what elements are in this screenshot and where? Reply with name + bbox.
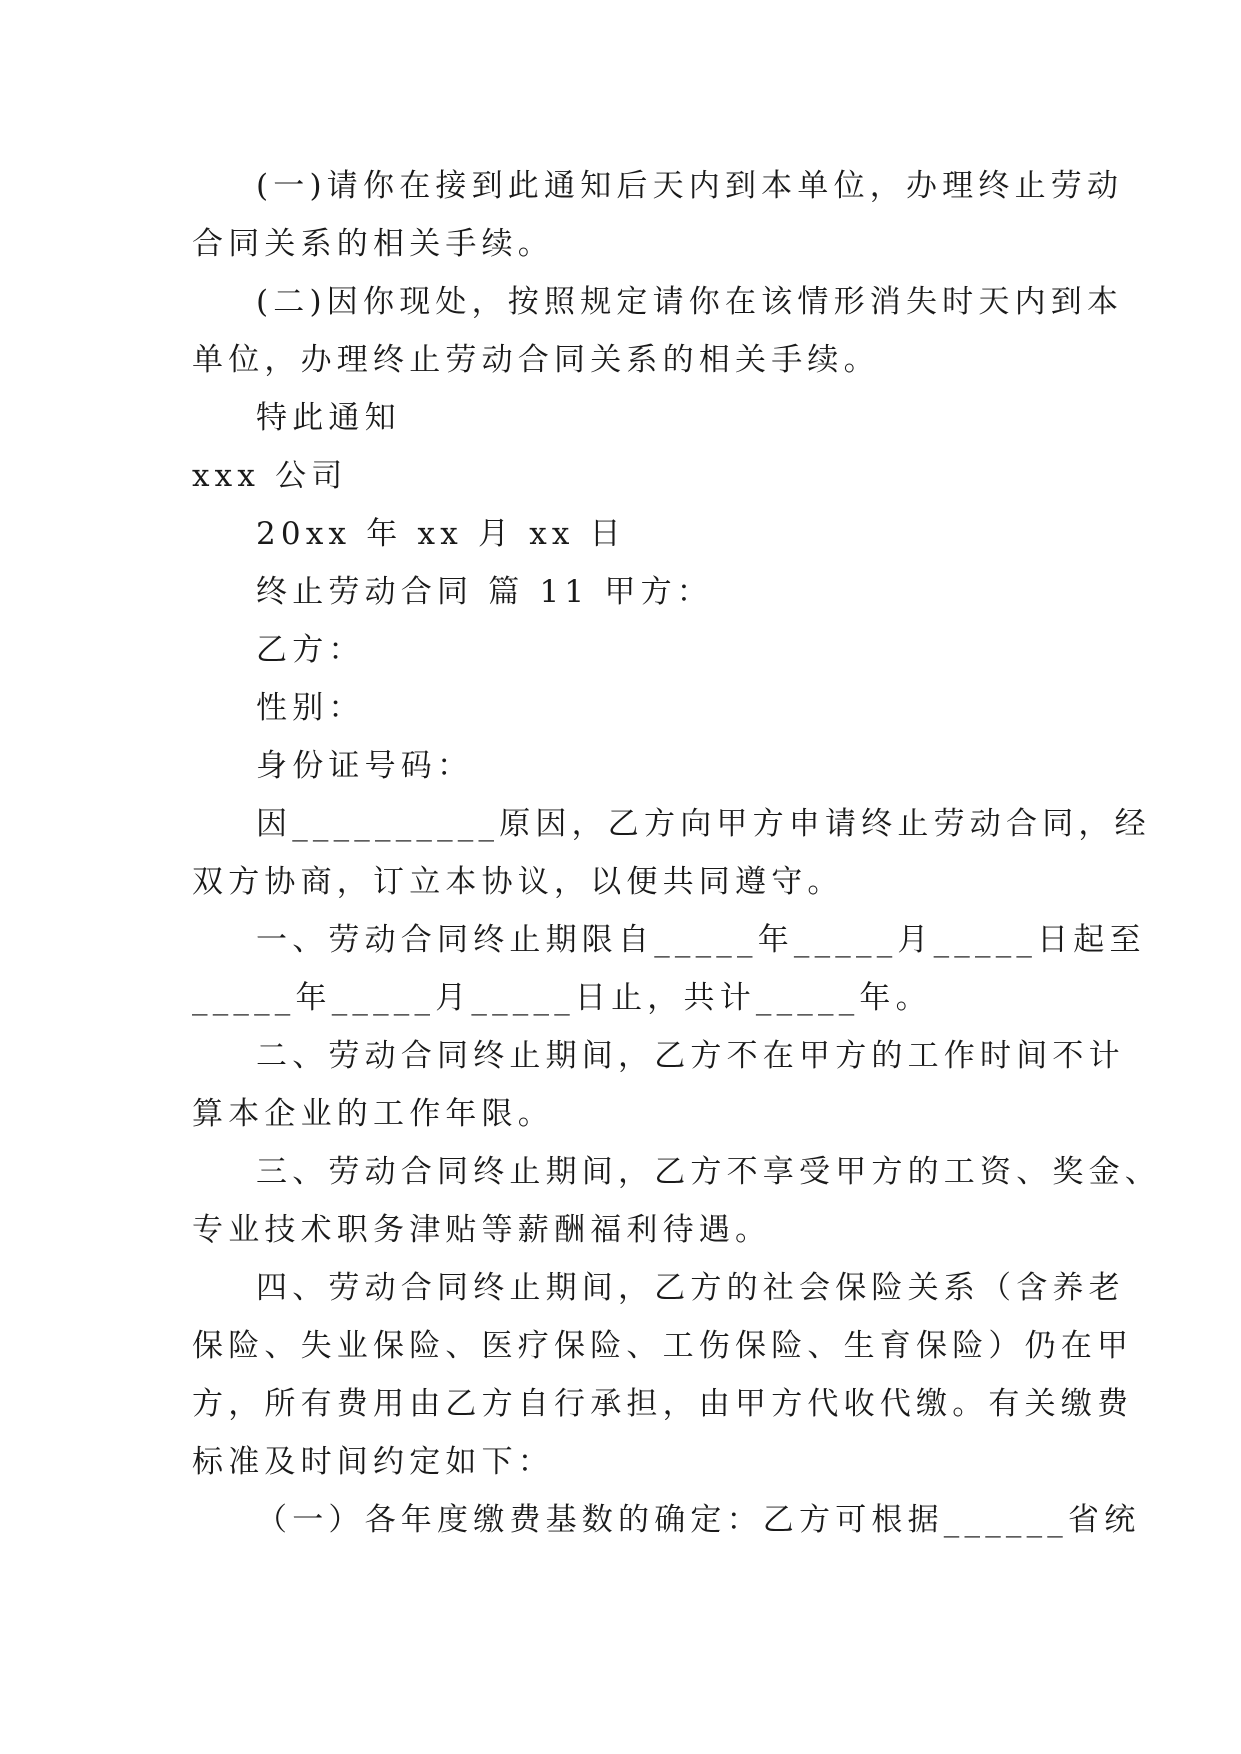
paragraph-line: 单位，办理终止劳动合同关系的相关手续。: [192, 342, 880, 378]
paragraph-line: (一)请你在接到此通知后天内到本单位，办理终止劳动: [256, 168, 1124, 204]
date-line: 20xx 年 xx 月 xx 日: [256, 516, 626, 552]
paragraph-line: 四、劳动合同终止期间，乙方的社会保险关系（含养老: [256, 1270, 1125, 1306]
party-b-field: 乙方：: [256, 632, 365, 668]
section-heading: 终止劳动合同 篇 11 甲方：: [256, 574, 714, 610]
paragraph-line: (二)因你现处，按照规定请你在该情形消失时天内到本: [256, 284, 1124, 320]
paragraph-line: 因__________原因，乙方向甲方申请终止劳动合同，经: [256, 806, 1151, 842]
paragraph-line: 三、劳动合同终止期间，乙方不享受甲方的工资、奖金、: [256, 1154, 1161, 1190]
paragraph-line: 标准及时间约定如下：: [192, 1444, 554, 1480]
company-name: xxx 公司: [192, 458, 348, 494]
paragraph-line: 方，所有费用由乙方自行承担，由甲方代收代缴。有关缴费: [192, 1386, 1134, 1422]
gender-field: 性别：: [256, 690, 365, 726]
id-number-field: 身份证号码：: [256, 748, 474, 784]
paragraph-line: 双方协商，订立本协议，以便共同遵守。: [192, 864, 844, 900]
paragraph-line: _____年_____月_____日止，共计_____年。: [192, 980, 932, 1016]
paragraph-line: 一、劳动合同终止期限自_____年_____月_____日起至: [256, 922, 1146, 958]
closing-line: 特此通知: [256, 400, 401, 436]
paragraph-line: 专业技术职务津贴等薪酬福利待遇。: [192, 1212, 772, 1248]
paragraph-line: 合同关系的相关手续。: [192, 226, 554, 262]
paragraph-line: 算本企业的工作年限。: [192, 1096, 554, 1132]
paragraph-line: 二、劳动合同终止期间，乙方不在甲方的工作时间不计: [256, 1038, 1125, 1074]
paragraph-line: （一）各年度缴费基数的确定：乙方可根据______省统: [256, 1502, 1141, 1538]
paragraph-line: 保险、失业保险、医疗保险、工伤保险、生育保险）仍在甲: [192, 1328, 1134, 1364]
